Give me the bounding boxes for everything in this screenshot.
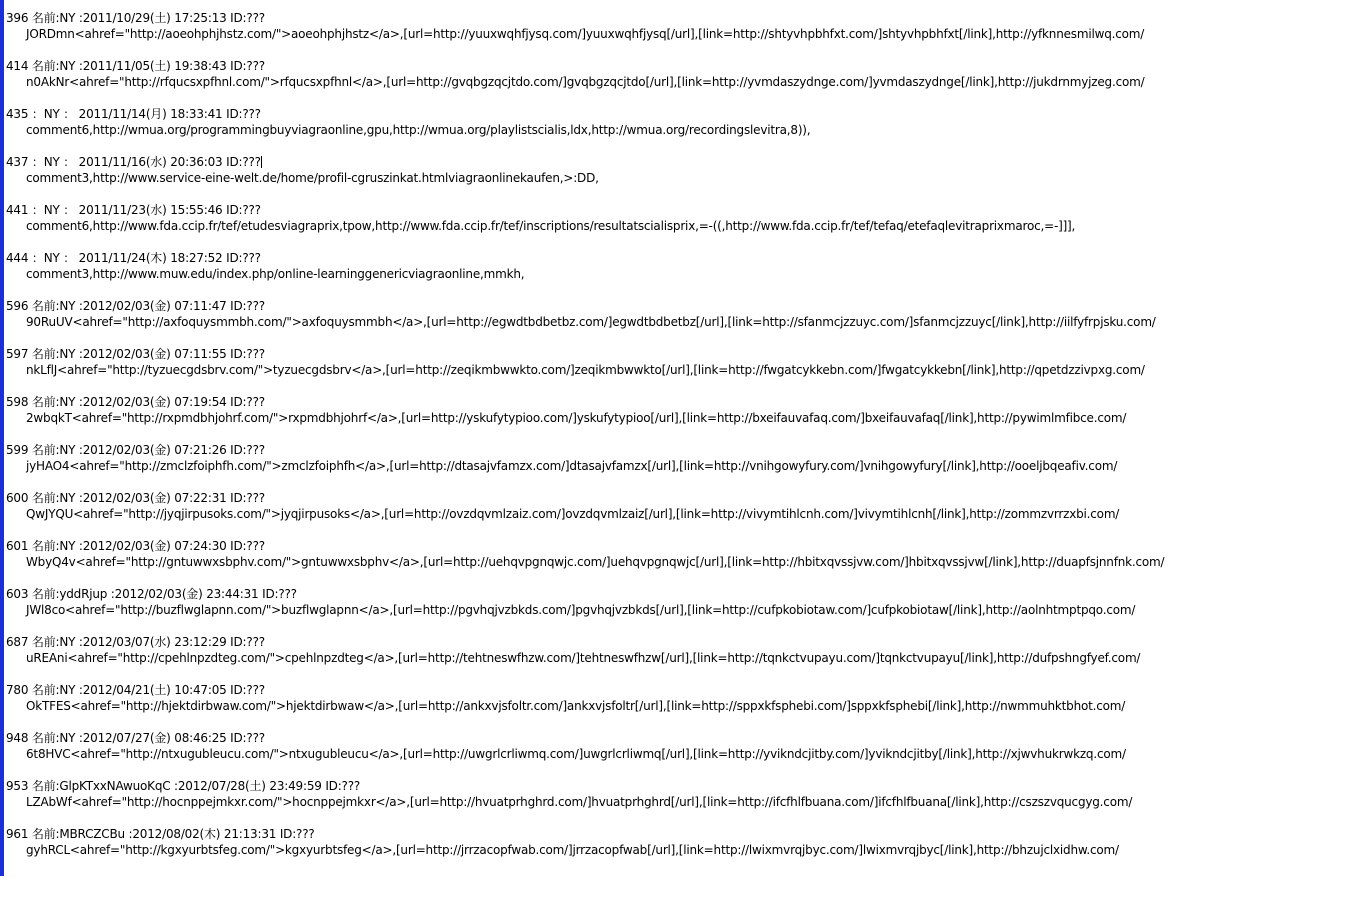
post-body: nkLflJ<ahref="http://tyzuecgdsbrv.com/">tyzuecgdsbrv</a>,[url=http://zeqikmbwwkto.com/]zeqikmbwwkto[/url],[link=http://fwgatcykkebn.com/]fwgatcykkebn[/link],http://qpetdzzivpxg.com/ — [26, 363, 1145, 377]
post-item — [6, 538, 1346, 586]
post-body: WbyQ4v<ahref="http://gntuwwxsbphv.com/">gntuwwxsbphv</a>,[url=http://uehqvpgnqwjc.com/]uehqvpgnqwjc[/url],[link=http://hbitxqvssjvw.com/]hbitxqvssjvw[/link],http://duapfsjnnfnk.com/ — [26, 555, 1165, 569]
post-item — [6, 250, 1346, 298]
post-header: 603 名前:yddRjup :2012/02/03(金) 23:44:31 ID:??? — [6, 587, 297, 601]
post-item — [6, 154, 1346, 202]
post-body: n0AkNr<ahref="http://rfqucsxpfhnl.com/">rfqucsxpfhnl</a>,[url=http://gvqbgzqcjtdo.com/]gvqbgzqcjtdo[/url],[link=http://yvmdaszydnge.com/]yvmdaszydnge[/link],http://jukdrnmyjzeg.com/ — [26, 75, 1145, 89]
post-body: QwJYQU<ahref="http://jyqjirpusoks.com/">jyqjirpusoks</a>,[url=http://ovzdqvmlzaiz.com/]ovzdqvmlzaiz[/url],[link=http://vivymtihlcnh.com/]vivymtihlcnh[/link],http://zommzvrrzxbi.com/ — [26, 507, 1120, 521]
post-body: 90RuUV<ahref="http://axfoquysmmbh.com/">axfoquysmmbh</a>,[url=http://egwdtbdbetbz.com/]egwdtbdbetbz[/url],[link=http://sfanmcjzzuyc.com/]sfanmcjzzuyc[/link],http://iilfyfrpjsku.com/ — [26, 315, 1156, 329]
post-item — [6, 106, 1346, 154]
post-item — [6, 634, 1346, 682]
post-body: comment6,http://wmua.org/programmingbuyviagraonline,gpu,http://wmua.org/playlistscialis,ldx,http://wmua.org/recordingslevitra,8)), — [26, 123, 811, 137]
post-body: 6t8HVC<ahref="http://ntxugubleucu.com/">ntxugubleucu</a>,[url=http://uwgrlcrliwmq.com/]uwgrlcrliwmq[/url],[link=http://yvikndcjitby.com/]yvikndcjitby[/link],http://xjwvhukrwkzq.com/ — [26, 747, 1126, 761]
post-header: 597 名前:NY :2012/02/03(金) 07:11:55 ID:??? — [6, 347, 265, 361]
post-body: gyhRCL<ahref="http://kgxyurbtsfeg.com/">kgxyurbtsfeg</a>,[url=http://jrrzacopfwab.com/]jrrzacopfwab[/url],[link=http://lwixmvrqjbyc.com/]lwixmvrqjbyc[/link],http://bhzujclxidhw.com/ — [26, 843, 1119, 857]
post-header: 948 名前:NY :2012/07/27(金) 08:46:25 ID:??? — [6, 731, 265, 745]
post-item — [6, 202, 1346, 250]
post-item — [6, 490, 1346, 538]
post-header: 441 ：NY ： 2011/11/23(水) 15:55:46 ID:??? — [6, 203, 261, 217]
post-item — [6, 346, 1346, 394]
post-header: 780 名前:NY :2012/04/21(土) 10:47:05 ID:??? — [6, 683, 265, 697]
post-item — [6, 682, 1346, 730]
post-body: jyHAO4<ahref="http://zmclzfoiphfh.com/">zmclzfoiphfh</a>,[url=http://dtasajvfamzx.com/]dtasajvfamzx[/url],[link=http://vnihgowyfury.com/]vnihgowyfury[/link],http://ooeljbqeafiv.com/ — [26, 459, 1118, 473]
post-header: 396 名前:NY :2011/10/29(土) 17:25:13 ID:??? — [6, 11, 265, 25]
post-item — [6, 778, 1346, 826]
post-header: 414 名前:NY :2011/11/05(土) 19:38:43 ID:??? — [6, 59, 265, 73]
post-body: comment3,http://www.service-eine-welt.de/home/profil-cgruszinkat.htmlviagraonlinekaufen,>:DD, — [26, 171, 599, 185]
post-body: comment3,http://www.muw.edu/index.php/online-learninggenericviagraonline,mmkh, — [26, 267, 525, 281]
post-list — [6, 10, 1346, 874]
post-header: 596 名前:NY :2012/02/03(金) 07:11:47 ID:??? — [6, 299, 265, 313]
post-header-text: 437 ：NY ： 2011/11/16(水) 20:36:03 ID:??? — [6, 155, 261, 169]
post-header: 599 名前:NY :2012/02/03(金) 07:21:26 ID:??? — [6, 443, 265, 457]
left-border-bar — [0, 0, 4, 876]
post-body: JORDmn<ahref="http://aoeohphjhstz.com/">aoeohphjhstz</a>,[url=http://yuuxwqhfjysq.com/]yuuxwqhfjysq[/url],[link=http://shtyvhpbhfxt.com/]shtyvhpbhfxt[/link],http://yfknnesmilwq.com/ — [26, 27, 1145, 41]
post-header: 435 ：NY ： 2011/11/14(月) 18:33:41 ID:??? — [6, 107, 261, 121]
post-header: 600 名前:NY :2012/02/03(金) 07:22:31 ID:??? — [6, 491, 265, 505]
post-body: OkTFES<ahref="http://hjektdirbwaw.com/">hjektdirbwaw</a>,[url=http://ankxvjsfoltr.com/]ankxvjsfoltr[/url],[link=http://sppxkfsphebi.com/]sppxkfsphebi[/link],http://nwmmuhktbhot.com/ — [26, 699, 1126, 713]
post-item — [6, 394, 1346, 442]
post-item — [6, 298, 1346, 346]
post-header: 598 名前:NY :2012/02/03(金) 07:19:54 ID:??? — [6, 395, 265, 409]
post-item — [6, 10, 1346, 58]
post-item — [6, 730, 1346, 778]
post-body: uREAni<ahref="http://cpehlnpzdteg.com/">cpehlnpzdteg</a>,[url=http://tehtneswfhzw.com/]tehtneswfhzw[/url],[link=http://tqnkctvupayu.com/]tqnkctvupayu[/link],http://dufpshngfyef.com/ — [26, 651, 1141, 665]
post-header: 953 名前:GlpKTxxNAwuoKqC :2012/07/28(土) 23:49:59 ID:??? — [6, 779, 361, 793]
post-body: comment6,http://www.fda.ccip.fr/tef/etudesviagraprix,tpow,http://www.fda.ccip.fr/tef/inscriptions/resultatscialisprix,=-((,http://www.fda.ccip.fr/tef/tefaq/etefaqlevitraprixmaroc,=-]]], — [26, 219, 1076, 233]
post-item — [6, 586, 1346, 634]
post-item — [6, 826, 1346, 874]
text-cursor — [261, 156, 262, 168]
post-item — [6, 442, 1346, 490]
post-body: 2wbqkT<ahref="http://rxpmdbhjohrf.com/">rxpmdbhjohrf</a>,[url=http://yskufytypioo.com/]yskufytypioo[/url],[link=http://bxeifauvafaq.com/]bxeifauvafaq[/link],http://pywimlmfibce.com/ — [26, 411, 1127, 425]
post-header: 961 名前:MBRCZCBu :2012/08/02(木) 21:13:31 ID:??? — [6, 827, 315, 841]
post-header: 601 名前:NY :2012/02/03(金) 07:24:30 ID:??? — [6, 539, 265, 553]
post-item — [6, 58, 1346, 106]
post-body: JWl8co<ahref="http://buzflwglapnn.com/">buzflwglapnn</a>,[url=http://pgvhqjvzbkds.com/]pgvhqjvzbkds[/url],[link=http://cufpkobiotaw.com/]cufpkobiotaw[/link],http://aolnhtmptpqo.com/ — [26, 603, 1136, 617]
post-header: 444 ：NY ： 2011/11/24(木) 18:27:52 ID:??? — [6, 251, 261, 265]
post-body: LZAbWf<ahref="http://hocnppejmkxr.com/">hocnppejmkxr</a>,[url=http://hvuatprhghrd.com/]hvuatprhghrd[/url],[link=http://ifcfhlfbuana.com/]ifcfhlfbuana[/link],http://cszszvqucgyg.com/ — [26, 795, 1133, 809]
post-header: 687 名前:NY :2012/03/07(水) 23:12:29 ID:??? — [6, 635, 265, 649]
post-header-with-cursor — [6, 154, 1346, 170]
